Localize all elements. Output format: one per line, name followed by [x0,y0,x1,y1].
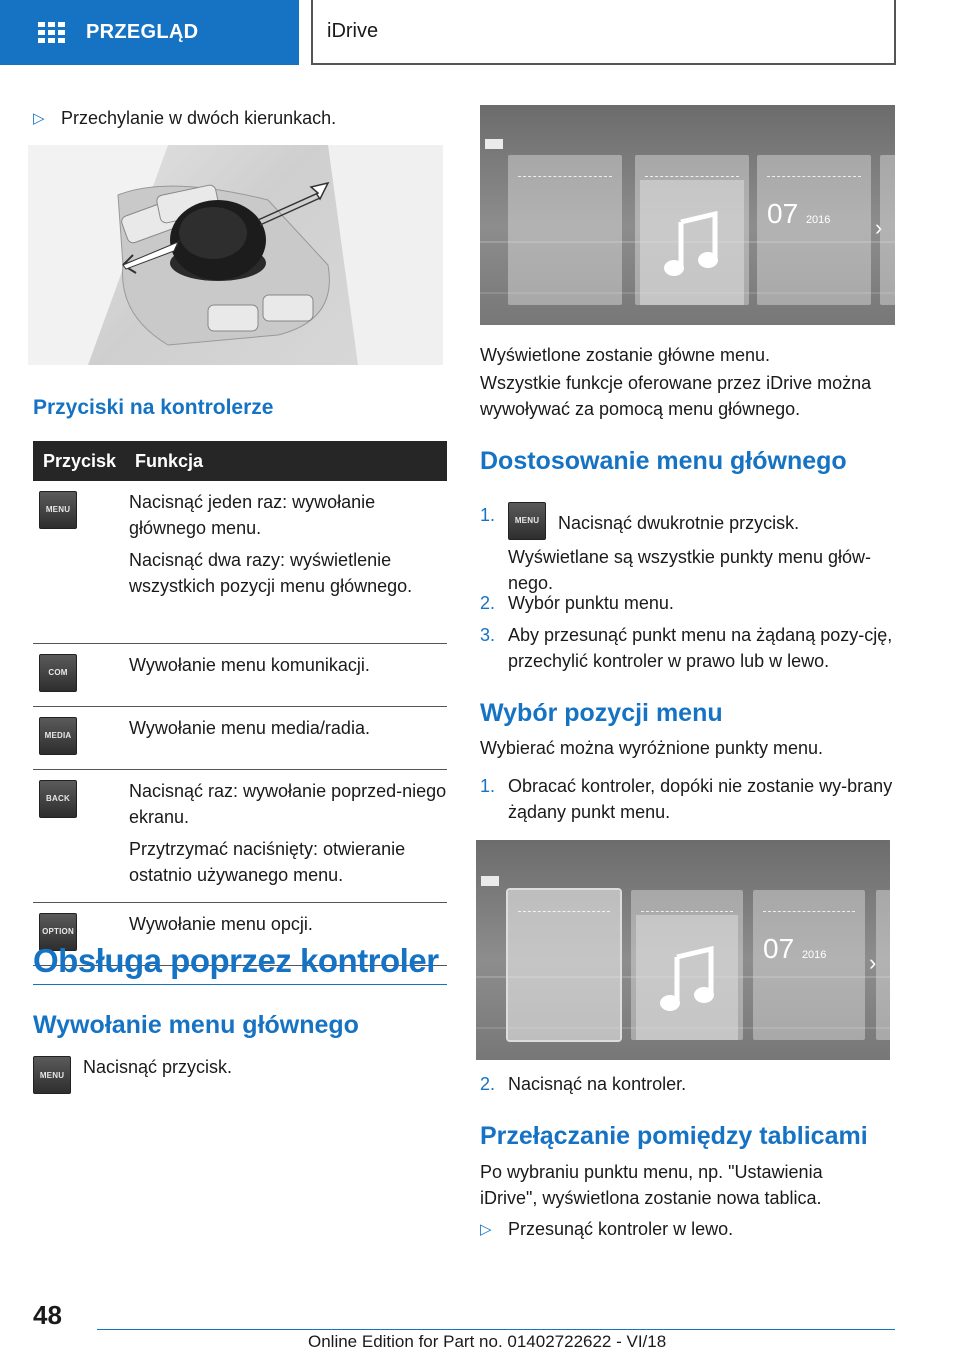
car-tile-selected [508,890,620,1040]
triangle-bullet-icon: ▷ [33,110,45,127]
customize-step-2: 2. Wybór punktu menu. [480,593,674,613]
chapter-title [311,0,896,65]
tilt-bullet: ▷ Przechylanie w dwóch kierunkach. [33,106,447,131]
edition-text: Online Edition for Part no. 01402722622 - VI/18 [308,1332,667,1351]
switch-text: Po wybraniu punktu menu, np. "Ustawienia iDrive", wyświetlona zostanie nowa tablica. [480,1162,823,1208]
switch-heading: Przełączanie pomiędzy tablicami [480,1122,868,1150]
select-step-2: 2. Nacisnąć na kontroler. [480,1074,687,1094]
controller-photo [28,145,443,365]
table-row: BACK Nacisnąć raz: wywołanie poprzed‐niego ekranu. Przytrzymać naciśnięty: otwieranie ostatnio używanego menu. [33,769,447,902]
music-note-icon [663,210,723,280]
switch-bullet: ▷ Przesunąć kontroler w lewo. [480,1217,895,1242]
table-row: MEDIA Wywołanie menu media/radia. [33,706,447,769]
buttons-heading: Przyciski na kontrolerze [33,396,274,419]
col-button-header: Przycisk [33,441,125,481]
menu-key-icon: MENU [33,1056,71,1094]
customize-step-3: 3. Aby przesunąć punkt menu na żądaną pozy‐cję, przechylić kontroler w prawo lub w lewo. [480,625,893,671]
select-intro: Wybierać można wyróżnione punkty menu. [480,738,823,758]
idrive-selected-menu-screen [476,840,890,1060]
screen-date: 07 2016 [767,198,831,229]
grid-menu-icon [38,22,66,44]
table-row: OPTION Wywołanie menu opcji. [33,902,447,965]
buttons-table [33,441,447,966]
idrive-main-menu-screen [480,105,895,325]
menu-key-icon: MENU [39,491,77,529]
screen-date: 07 2016 [763,933,827,964]
footer-rule [97,1329,895,1330]
phone-tile [753,890,865,1040]
chevron-right-icon: › [875,215,883,240]
page-number: 48 [33,1300,62,1330]
customize-heading: Dostosowanie menu głównego [480,447,847,475]
customize-step-1: 1. MENU Nacisnąć dwukrotnie przycisk. Wyświetlane są wszystkie punkty menu głów‐nego. [480,502,895,596]
menu-key-icon: MENU [508,502,546,540]
heading-rule [33,984,447,985]
section-tab[interactable] [0,0,299,65]
phone-tile [757,155,871,305]
section-label: PRZEGLĄD [86,21,199,43]
back-key-icon: BACK [39,780,77,818]
select-step-1: 1. Obracać kontroler, dopóki nie zostanie wy‐brany żądany punkt menu. [480,776,893,822]
all-functions-text: Wszystkie funkcje oferowane przez iDrive można wywoływać za pomocą menu głównego. [480,373,872,419]
select-heading: Wybór pozycji menu [480,699,723,727]
media-key-icon: MEDIA [39,717,77,755]
call-menu-instruction: MENU Nacisnąć przycisk. [33,1056,232,1094]
controller-illustration [28,145,443,365]
call-menu-heading: Wywołanie menu głównego [33,1011,359,1039]
option-key-icon: OPTION [39,913,77,951]
operation-heading: Obsługa poprzez kontroler [33,942,439,979]
col-function-header: Funkcja [125,441,447,481]
table-row: COM Wywołanie menu komunikacji. [33,643,447,706]
table-row: MENU Nacisnąć jeden raz: wywołanie głównego menu. Nacisnąć dwa razy: wyświetlenie wszystkich pozycji menu głównego. [33,481,447,643]
chevron-right-icon: › [869,950,877,975]
main-menu-shown: Wyświetlone zostanie główne menu. [480,345,770,365]
com-key-icon: COM [39,654,77,692]
triangle-bullet-icon: ▷ [480,1221,492,1238]
music-note-icon [659,945,719,1015]
car-tile [508,155,622,305]
chapter-label: iDrive [327,20,379,42]
